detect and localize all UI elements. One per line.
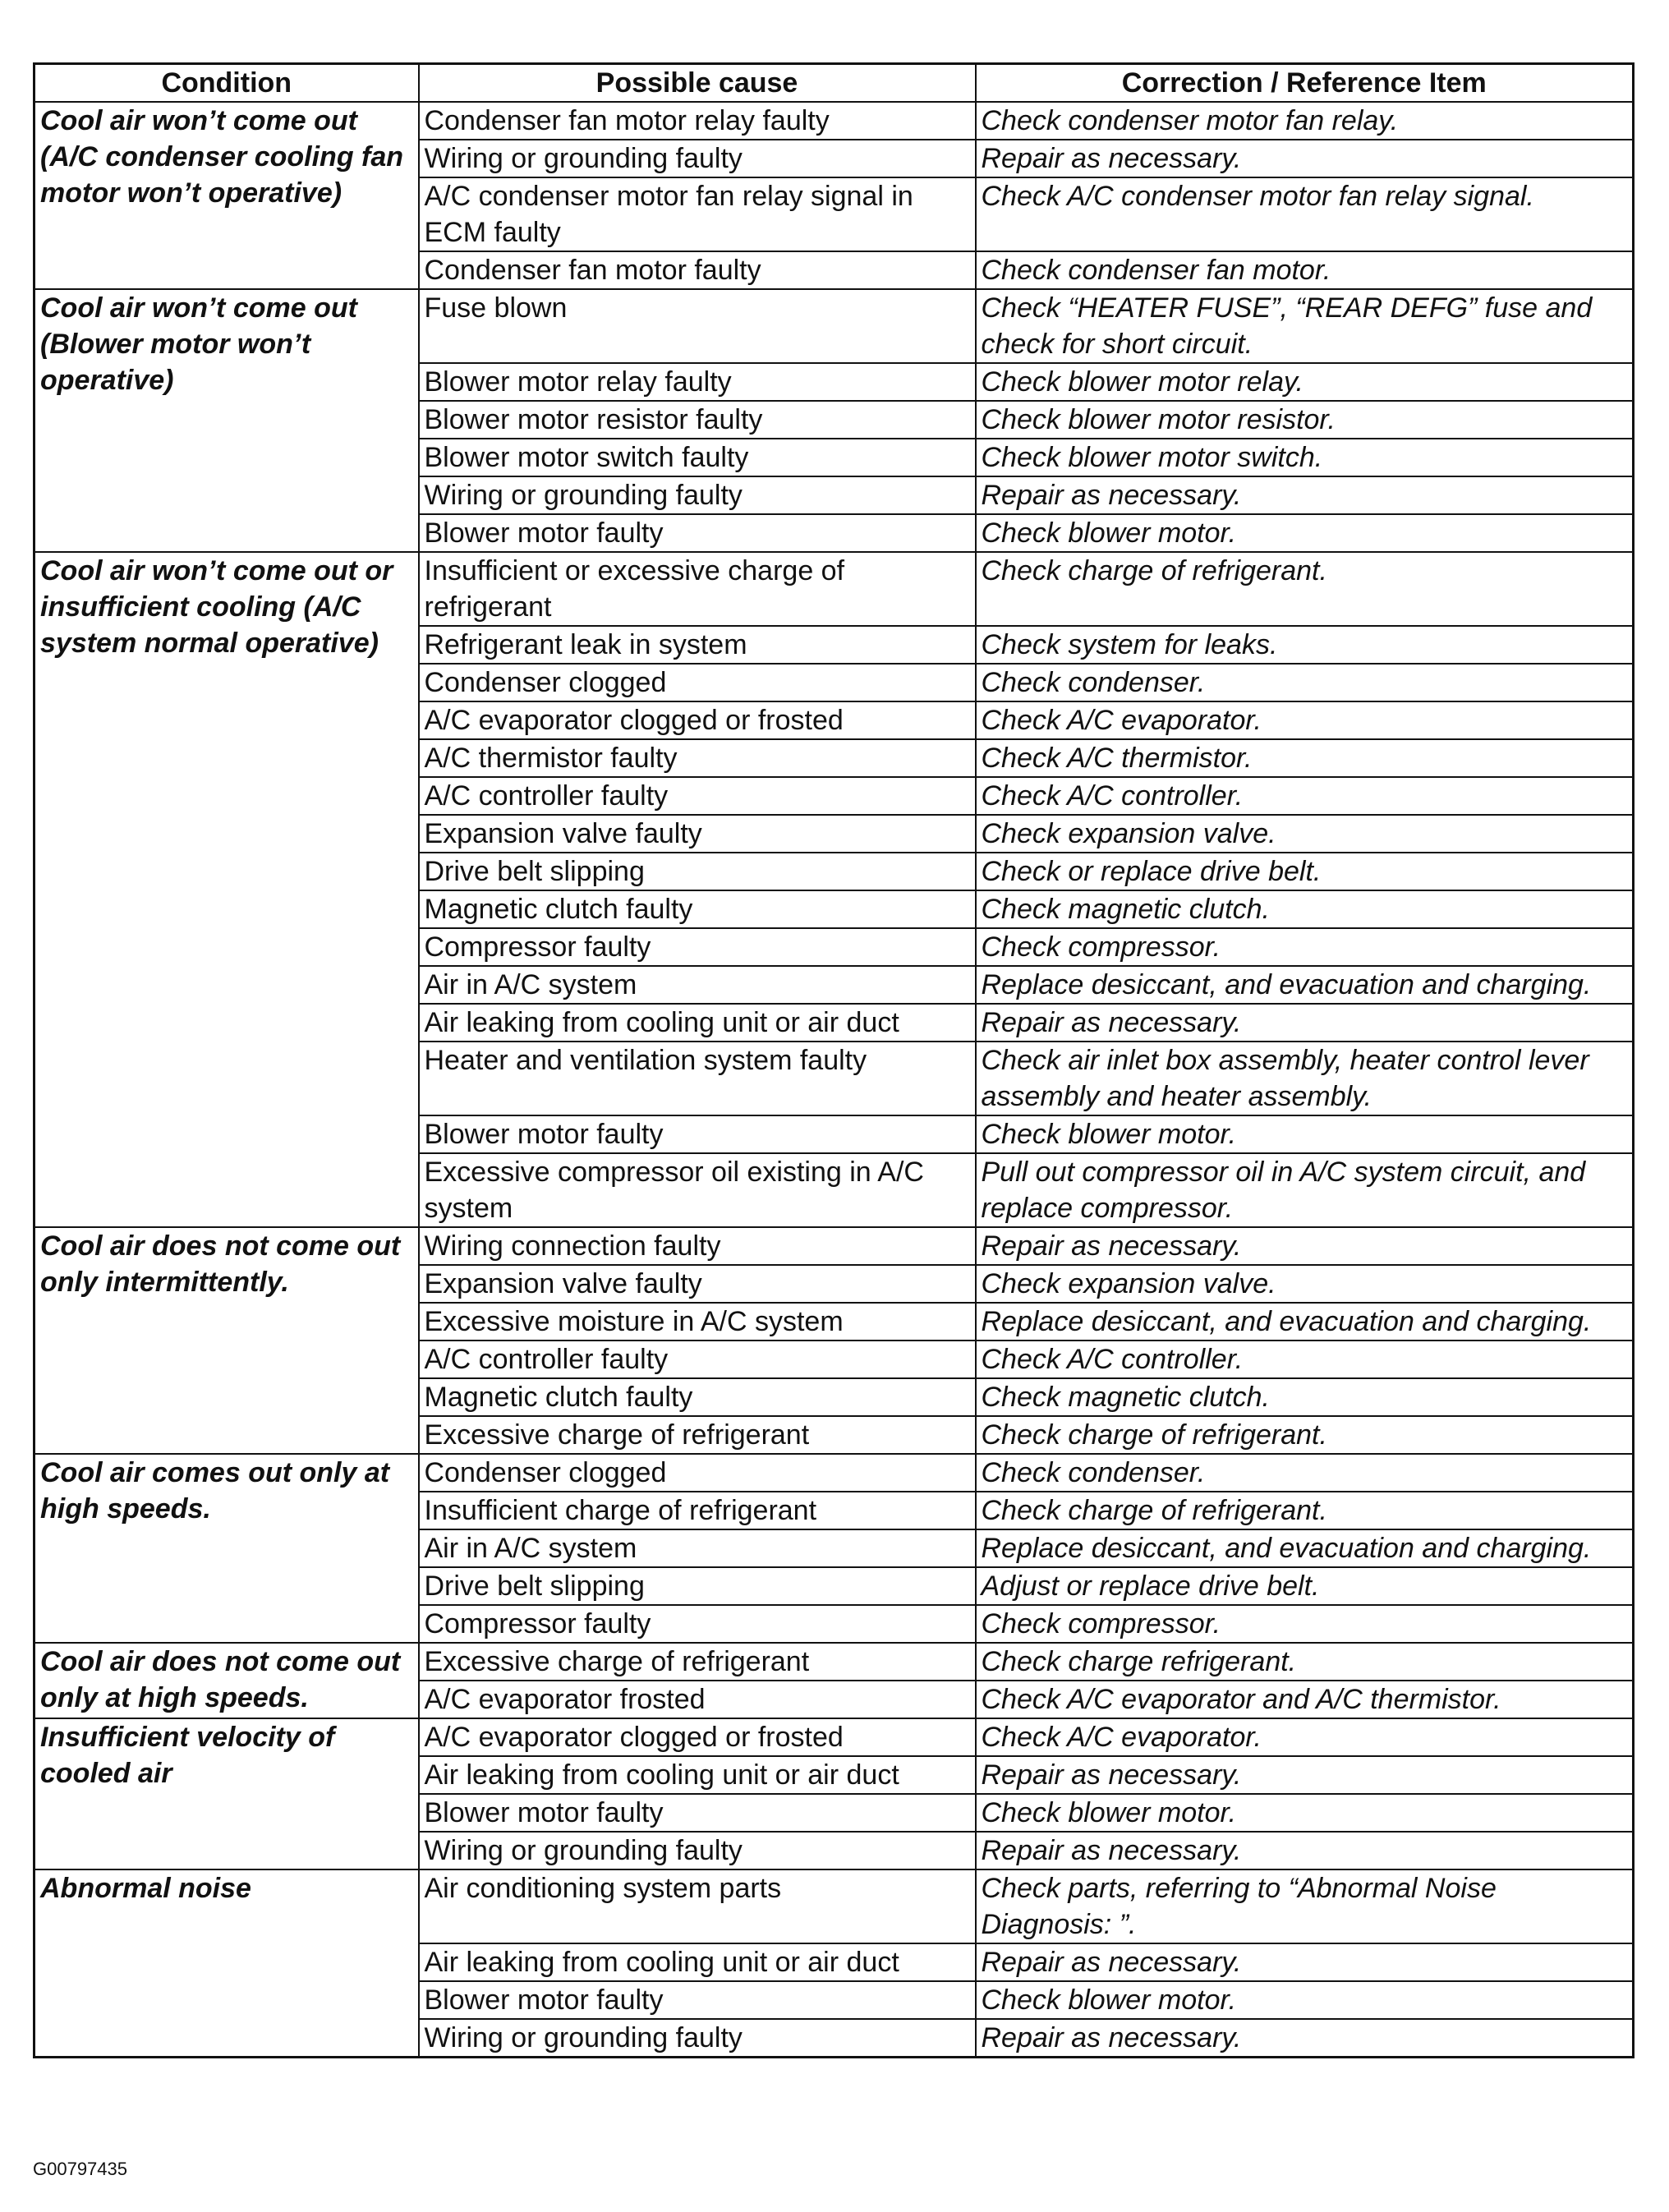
correction-cell: Check A/C condenser motor fan relay signal. bbox=[976, 177, 1634, 251]
correction-cell: Repair as necessary. bbox=[976, 140, 1634, 177]
possible-cause-cell: Compressor faulty bbox=[419, 1605, 976, 1643]
possible-cause-cell: Blower motor switch faulty bbox=[419, 439, 976, 476]
figure-id: G00797435 bbox=[33, 2159, 127, 2179]
correction-cell: Check magnetic clutch. bbox=[976, 1378, 1634, 1416]
possible-cause-cell: Insufficient or excessive charge of refrigerant bbox=[419, 552, 976, 626]
correction-cell: Check or replace drive belt. bbox=[976, 853, 1634, 890]
correction-cell: Check blower motor. bbox=[976, 1794, 1634, 1832]
possible-cause-cell: A/C evaporator clogged or frosted bbox=[419, 1718, 976, 1756]
possible-cause-cell: Condenser clogged bbox=[419, 1454, 976, 1492]
correction-cell: Check charge refrigerant. bbox=[976, 1643, 1634, 1681]
table-row bbox=[34, 1869, 1634, 1943]
possible-cause-cell: Refrigerant leak in system bbox=[419, 626, 976, 664]
possible-cause-cell: Air in A/C system bbox=[419, 966, 976, 1004]
correction-cell: Check expansion valve. bbox=[976, 1265, 1634, 1303]
possible-cause-cell: Air leaking from cooling unit or air duct bbox=[419, 1756, 976, 1794]
possible-cause-cell: Condenser fan motor relay faulty bbox=[419, 102, 976, 140]
correction-cell: Repair as necessary. bbox=[976, 1943, 1634, 1981]
possible-cause-cell: Heater and ventilation system faulty bbox=[419, 1042, 976, 1115]
correction-cell: Check A/C thermistor. bbox=[976, 739, 1634, 777]
possible-cause-cell: A/C thermistor faulty bbox=[419, 739, 976, 777]
condition-cell: Cool air won’t come out (A/C condenser cooling fan motor won’t operative) bbox=[34, 102, 419, 289]
header-row bbox=[34, 64, 1634, 103]
correction-cell: Check compressor. bbox=[976, 928, 1634, 966]
correction-cell: Repair as necessary. bbox=[976, 1004, 1634, 1042]
possible-cause-cell: Blower motor faulty bbox=[419, 1794, 976, 1832]
correction-cell: Check charge of refrigerant. bbox=[976, 1492, 1634, 1529]
possible-cause-cell: Insufficient charge of refrigerant bbox=[419, 1492, 976, 1529]
correction-cell: Check blower motor switch. bbox=[976, 439, 1634, 476]
correction-cell: Repair as necessary. bbox=[976, 1756, 1634, 1794]
condition-cell: Cool air does not come out only intermittently. bbox=[34, 1227, 419, 1454]
correction-cell: Check charge of refrigerant. bbox=[976, 1416, 1634, 1454]
correction-cell: Check blower motor. bbox=[976, 1115, 1634, 1153]
correction-cell: Check “HEATER FUSE”, “REAR DEFG” fuse and check for short circuit. bbox=[976, 289, 1634, 363]
possible-cause-cell: Fuse blown bbox=[419, 289, 976, 363]
possible-cause-cell: Expansion valve faulty bbox=[419, 1265, 976, 1303]
possible-cause-cell: Excessive charge of refrigerant bbox=[419, 1416, 976, 1454]
possible-cause-cell: Excessive charge of refrigerant bbox=[419, 1643, 976, 1681]
table-row bbox=[34, 1643, 1634, 1681]
correction-cell: Check blower motor resistor. bbox=[976, 401, 1634, 439]
correction-cell: Check blower motor. bbox=[976, 514, 1634, 552]
correction-cell: Check condenser. bbox=[976, 1454, 1634, 1492]
table-row bbox=[34, 289, 1634, 363]
possible-cause-cell: Air in A/C system bbox=[419, 1529, 976, 1567]
table-row bbox=[34, 1454, 1634, 1492]
table-header bbox=[34, 64, 1634, 103]
possible-cause-cell: Wiring or grounding faulty bbox=[419, 2019, 976, 2058]
correction-cell: Check A/C controller. bbox=[976, 1341, 1634, 1378]
possible-cause-cell: Magnetic clutch faulty bbox=[419, 890, 976, 928]
correction-cell: Repair as necessary. bbox=[976, 1227, 1634, 1265]
correction-cell: Check condenser fan motor. bbox=[976, 251, 1634, 289]
correction-cell: Check system for leaks. bbox=[976, 626, 1634, 664]
possible-cause-cell: A/C evaporator clogged or frosted bbox=[419, 701, 976, 739]
possible-cause-cell: Blower motor faulty bbox=[419, 514, 976, 552]
condition-cell: Abnormal noise bbox=[34, 1869, 419, 2058]
correction-cell: Repair as necessary. bbox=[976, 476, 1634, 514]
header-correction: Correction / Reference Item bbox=[976, 64, 1634, 103]
possible-cause-cell: Excessive moisture in A/C system bbox=[419, 1303, 976, 1341]
possible-cause-cell: Condenser clogged bbox=[419, 664, 976, 701]
possible-cause-cell: Drive belt slipping bbox=[419, 1567, 976, 1605]
correction-cell: Check expansion valve. bbox=[976, 815, 1634, 853]
possible-cause-cell: A/C controller faulty bbox=[419, 1341, 976, 1378]
possible-cause-cell: Blower motor relay faulty bbox=[419, 363, 976, 401]
header-condition: Condition bbox=[34, 64, 419, 103]
condition-cell: Cool air won’t come out (Blower motor won’t operative) bbox=[34, 289, 419, 552]
correction-cell: Check A/C controller. bbox=[976, 777, 1634, 815]
possible-cause-cell: Drive belt slipping bbox=[419, 853, 976, 890]
possible-cause-cell: Air conditioning system parts bbox=[419, 1869, 976, 1943]
correction-cell: Replace desiccant, and evacuation and charging. bbox=[976, 966, 1634, 1004]
correction-cell: Pull out compressor oil in A/C system circuit, and replace compressor. bbox=[976, 1153, 1634, 1227]
table-row bbox=[34, 552, 1634, 626]
possible-cause-cell: Blower motor faulty bbox=[419, 1981, 976, 2019]
possible-cause-cell: Wiring connection faulty bbox=[419, 1227, 976, 1265]
correction-cell: Check A/C evaporator. bbox=[976, 1718, 1634, 1756]
correction-cell: Replace desiccant, and evacuation and charging. bbox=[976, 1529, 1634, 1567]
possible-cause-cell: Air leaking from cooling unit or air duct bbox=[419, 1943, 976, 1981]
possible-cause-cell: Wiring or grounding faulty bbox=[419, 476, 976, 514]
possible-cause-cell: Wiring or grounding faulty bbox=[419, 140, 976, 177]
correction-cell: Check blower motor. bbox=[976, 1981, 1634, 2019]
correction-cell: Check blower motor relay. bbox=[976, 363, 1634, 401]
correction-cell: Replace desiccant, and evacuation and charging. bbox=[976, 1303, 1634, 1341]
possible-cause-cell: Excessive compressor oil existing in A/C system bbox=[419, 1153, 976, 1227]
condition-cell: Insufficient velocity of cooled air bbox=[34, 1718, 419, 1869]
correction-cell: Check A/C evaporator and A/C thermistor. bbox=[976, 1681, 1634, 1718]
possible-cause-cell: A/C evaporator frosted bbox=[419, 1681, 976, 1718]
correction-cell: Check condenser motor fan relay. bbox=[976, 102, 1634, 140]
header-possible-cause: Possible cause bbox=[419, 64, 976, 103]
table-body bbox=[34, 102, 1634, 2058]
correction-cell: Check magnetic clutch. bbox=[976, 890, 1634, 928]
correction-cell: Repair as necessary. bbox=[976, 1832, 1634, 1869]
correction-cell: Check parts, referring to “Abnormal Noise Diagnosis: ”. bbox=[976, 1869, 1634, 1943]
correction-cell: Repair as necessary. bbox=[976, 2019, 1634, 2058]
table-row bbox=[34, 1718, 1634, 1756]
possible-cause-cell: A/C condenser motor fan relay signal in ECM faulty bbox=[419, 177, 976, 251]
correction-cell: Check compressor. bbox=[976, 1605, 1634, 1643]
possible-cause-cell: Blower motor resistor faulty bbox=[419, 401, 976, 439]
condition-cell: Cool air comes out only at high speeds. bbox=[34, 1454, 419, 1643]
table-row bbox=[34, 1227, 1634, 1265]
possible-cause-cell: Condenser fan motor faulty bbox=[419, 251, 976, 289]
correction-cell: Check condenser. bbox=[976, 664, 1634, 701]
correction-cell: Check air inlet box assembly, heater control lever assembly and heater assembly. bbox=[976, 1042, 1634, 1115]
correction-cell: Adjust or replace drive belt. bbox=[976, 1567, 1634, 1605]
condition-cell: Cool air does not come out only at high speeds. bbox=[34, 1643, 419, 1718]
possible-cause-cell: Blower motor faulty bbox=[419, 1115, 976, 1153]
correction-cell: Check charge of refrigerant. bbox=[976, 552, 1634, 626]
possible-cause-cell: Magnetic clutch faulty bbox=[419, 1378, 976, 1416]
correction-cell: Check A/C evaporator. bbox=[976, 701, 1634, 739]
troubleshooting-table-container bbox=[33, 62, 1632, 2058]
table-row bbox=[34, 102, 1634, 140]
possible-cause-cell: Expansion valve faulty bbox=[419, 815, 976, 853]
condition-cell: Cool air won’t come out or insufficient cooling (A/C system normal operative) bbox=[34, 552, 419, 1227]
possible-cause-cell: A/C controller faulty bbox=[419, 777, 976, 815]
troubleshooting-table bbox=[33, 62, 1635, 2058]
possible-cause-cell: Compressor faulty bbox=[419, 928, 976, 966]
possible-cause-cell: Wiring or grounding faulty bbox=[419, 1832, 976, 1869]
possible-cause-cell: Air leaking from cooling unit or air duct bbox=[419, 1004, 976, 1042]
